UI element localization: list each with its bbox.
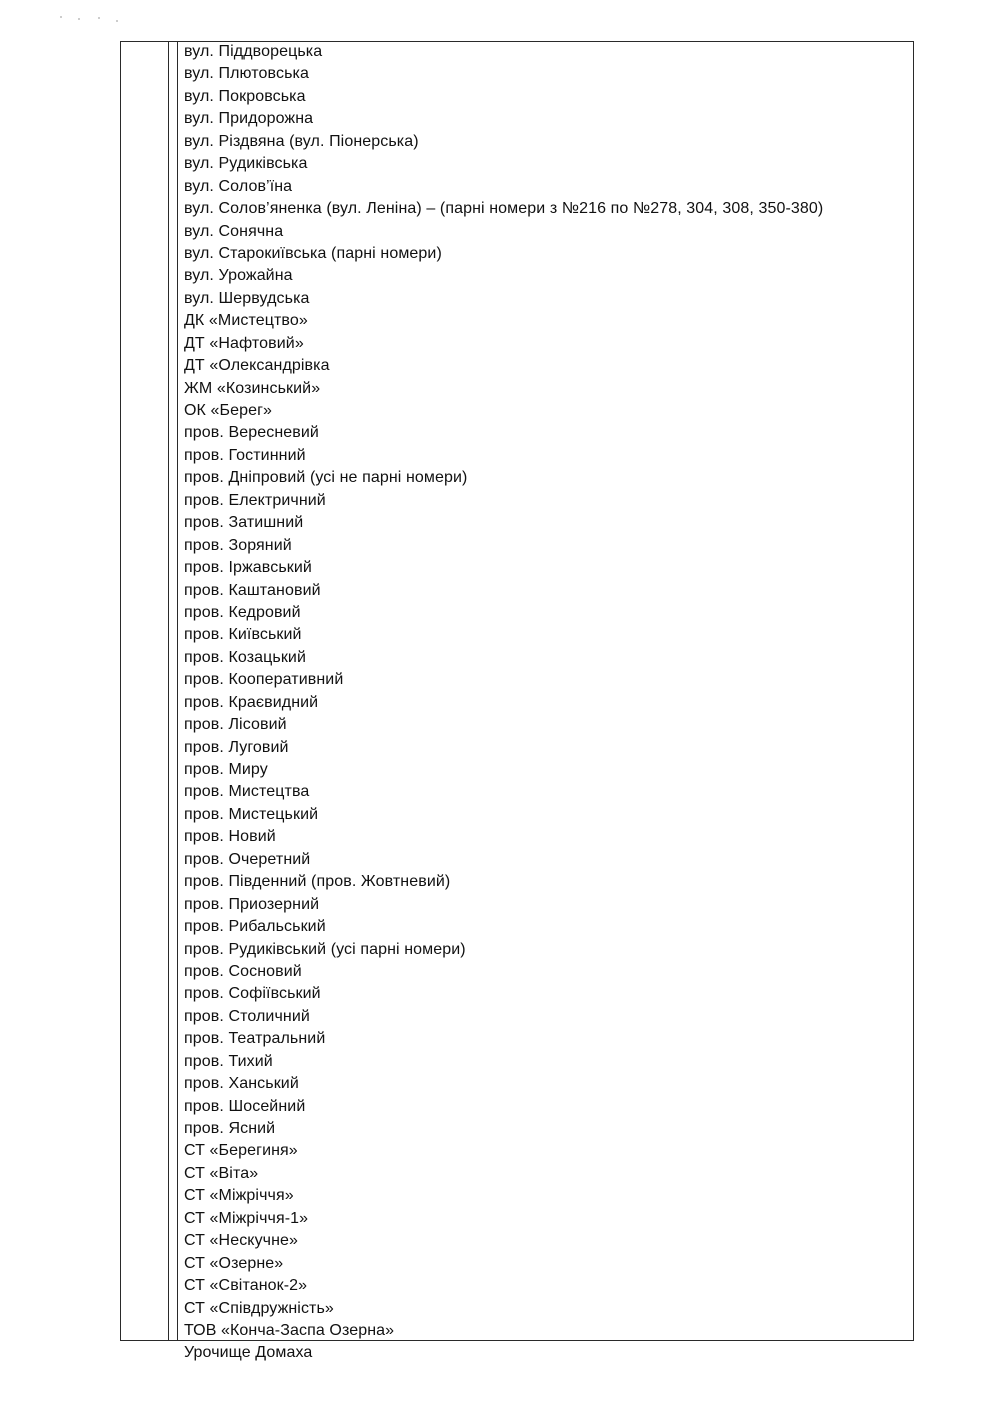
street-list	[184, 41, 904, 1365]
list-item: пров. Рудиківський (усі парні номери)	[184, 940, 466, 958]
list-item: пров. Миру	[184, 761, 268, 778]
list-item: пров. Сосновий	[184, 962, 302, 980]
list-item: ОК «Берег»	[184, 402, 273, 419]
list-item: вул. Шервудська	[184, 289, 310, 307]
list-item: пров. Луговий	[184, 738, 289, 756]
list-item: пров. Кооперативний	[184, 671, 344, 689]
list-item: вул. Плютовська	[184, 65, 309, 83]
list-item: вул. Рудиківська	[184, 155, 308, 173]
list-item: пров. Козацький	[184, 648, 306, 666]
list-item: Урочище Домаха	[184, 1344, 313, 1362]
list-item: пров. Краєвидний	[184, 693, 319, 711]
street-list-table	[120, 41, 914, 1362]
speck	[60, 16, 62, 18]
list-item: ЖМ «Козинський»	[184, 379, 321, 397]
list-item: ДК «Мистецтво»	[184, 312, 308, 330]
list-item: СТ «Світанок-2»	[184, 1277, 308, 1295]
scan-artifacts	[60, 14, 130, 24]
list-item: пров. Лісовий	[184, 716, 287, 734]
list-item: пров. Софіївський	[184, 985, 321, 1003]
list-item: ДТ «Нафтовий»	[184, 334, 304, 352]
list-item: СТ «Берегиня»	[184, 1142, 298, 1160]
list-item: вул. Урожайна	[184, 267, 293, 285]
list-item: СТ «Нескучне»	[184, 1232, 299, 1250]
list-item: СТ «Міжріччя-1»	[184, 1209, 309, 1227]
list-item: вул. Піддворецька	[184, 43, 323, 60]
column-divider	[177, 42, 178, 1340]
list-item: пров. Електричний	[184, 491, 326, 509]
list-item: ДТ «Олександрівка	[184, 357, 330, 375]
list-item: ТОВ «Конча-Заспа Озерна»	[184, 1321, 395, 1339]
list-item: СТ «Озерне»	[184, 1254, 284, 1272]
list-item: вул. Покровська	[184, 87, 306, 105]
list-item: СТ «Співдружність»	[184, 1299, 334, 1317]
speck	[116, 20, 118, 22]
list-item: пров. Театральний	[184, 1030, 326, 1048]
list-item: пров. Південний (пров. Жовтневий)	[184, 873, 451, 891]
list-item: пров. Рибальський	[184, 918, 326, 936]
list-item: пров. Новий	[184, 828, 276, 846]
list-item: вул. Сонячна	[184, 222, 284, 240]
list-item: пров. Столичний	[184, 1007, 310, 1025]
list-item: пров. Кедровий	[184, 603, 301, 621]
list-item: вул. Придорожна	[184, 110, 314, 128]
list-item: пров. Мистецький	[184, 805, 319, 823]
list-item: пров. Зоряний	[184, 536, 292, 554]
list-item: пров. Іржавський	[184, 559, 312, 577]
list-item: пров. Приозерний	[184, 895, 320, 913]
list-item: вул. Солов’яненка (вул. Леніна) – (парні номери з №216 по №278, 304, 308, 350-380)	[184, 200, 824, 218]
list-item: пров. Затишний	[184, 514, 304, 532]
list-item: пров. Каштановий	[184, 581, 321, 599]
list-item: вул. Різдвяна (вул. Піонерська)	[184, 132, 419, 150]
list-item: пров. Дніпровий (усі не парні номери)	[184, 469, 468, 487]
list-item: вул. Старокиївська (парні номери)	[184, 244, 442, 262]
list-item: пров. Мистецтва	[184, 783, 310, 801]
list-item: СТ «Віта»	[184, 1164, 259, 1182]
column-divider	[168, 42, 169, 1340]
list-item: пров. Очеретний	[184, 850, 311, 868]
list-item: пров. Шосейний	[184, 1097, 306, 1115]
list-item: пров. Вересневий	[184, 424, 319, 442]
list-item: пров. Тихий	[184, 1052, 273, 1070]
speck	[78, 18, 80, 20]
list-item: СТ «Міжріччя»	[184, 1187, 294, 1205]
list-item: пров. Київський	[184, 626, 302, 644]
list-item: вул. Солов’їна	[184, 177, 293, 195]
list-item: пров. Ясний	[184, 1120, 276, 1137]
list-item: пров. Ханський	[184, 1075, 299, 1093]
list-item: пров. Гостинний	[184, 446, 306, 464]
speck	[98, 17, 100, 19]
